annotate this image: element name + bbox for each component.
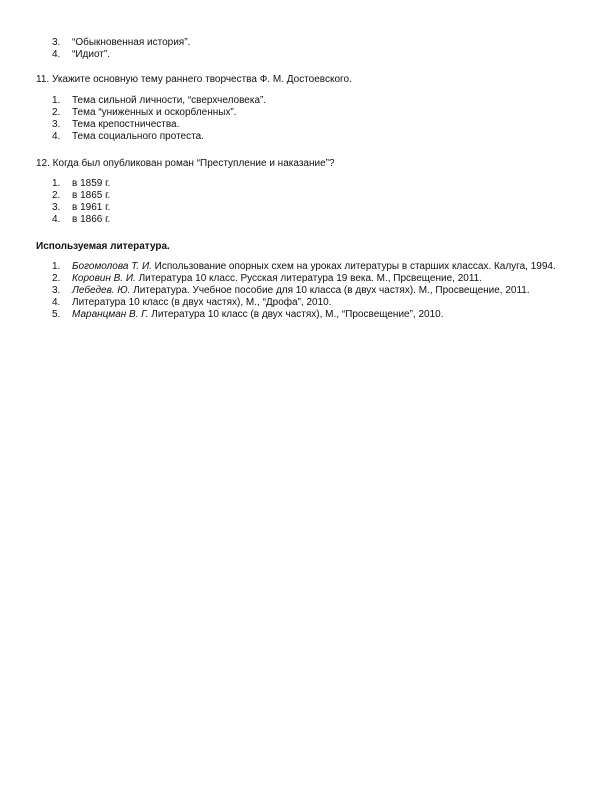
option-item: [36, 214, 576, 226]
option-number: 2.: [52, 190, 61, 201]
literature-item: [36, 297, 576, 309]
literature-item: [36, 309, 576, 321]
question-text: 12. Когда был опубликован роман “Преступление и наказание”?: [36, 158, 335, 169]
literature-number: 3.: [52, 285, 61, 296]
option-text: в 1865 г.: [72, 190, 111, 201]
option-item: [36, 202, 576, 214]
option-number: 1.: [52, 178, 61, 189]
option-number: 2.: [52, 107, 61, 118]
option-number: 3.: [52, 202, 61, 213]
option-item: [36, 190, 576, 202]
question-11-options-block: [36, 95, 576, 143]
question-text: 11. Укажите основную тему раннего творчества Ф. М. Достоевского.: [36, 74, 352, 85]
option-item: [36, 119, 576, 131]
option-text: Тема крепостничества.: [72, 119, 180, 130]
option-text: “Идиот”.: [72, 49, 110, 60]
question-11-options: [36, 95, 576, 143]
option-text: в 1859 г.: [72, 178, 111, 189]
literature-list-block: [36, 261, 576, 321]
option-item: [36, 107, 576, 119]
option-text: Тема социального протеста.: [72, 131, 204, 142]
literature-author: Богомолова Т. И.: [72, 261, 152, 272]
option-number: 3.: [52, 37, 61, 48]
literature-number: 5.: [52, 309, 61, 320]
option-item: [36, 49, 576, 61]
option-item: [36, 131, 576, 143]
option-text: в 1961 г.: [72, 202, 111, 213]
option-item: [36, 37, 576, 49]
option-item: [36, 178, 576, 190]
question-12-options-block: [36, 178, 576, 226]
option-number: 4.: [52, 131, 61, 142]
literature-item: [36, 261, 576, 273]
literature-number: 4.: [52, 297, 61, 308]
literature-text: Использование опорных схем на уроках литературы в старших классах. Калуга, 1994.: [151, 261, 556, 272]
option-number: 3.: [52, 119, 61, 130]
literature-section: [36, 240, 576, 253]
option-text: Тема сильной личности, “сверхчеловека”.: [72, 95, 267, 106]
option-text: “Обыкновенная история”.: [72, 37, 191, 48]
literature-author: Маранцман В. Г.: [72, 309, 149, 320]
literature-heading: Используемая литература.: [36, 241, 170, 252]
question-11: [36, 73, 576, 86]
option-number: 1.: [52, 95, 61, 106]
literature-author: Лебедев. Ю.: [72, 285, 131, 296]
literature-item: [36, 285, 576, 297]
literature-number: 1.: [52, 261, 61, 272]
option-number: 4.: [52, 214, 61, 225]
question-12-options: [36, 178, 576, 226]
literature-author: Коровин В. И.: [72, 273, 136, 284]
literature-text: Литература 10 класс (в двух частях), М., “Просвещение”, 2010.: [148, 309, 444, 320]
literature-number: 2.: [52, 273, 61, 284]
literature-text: Литература 10 класс. Русская литература 19 века. М., Прсвещение, 2011.: [135, 273, 482, 284]
literature-text: Литература 10 класс (в двух частях), М., “Дрофа”, 2010.: [72, 297, 332, 308]
option-number: 4.: [52, 49, 61, 60]
question-10-tail: [36, 37, 576, 61]
option-item: [36, 95, 576, 107]
option-text: Тема “униженных и оскорбленных”.: [72, 107, 237, 118]
question-10-options: [36, 37, 576, 61]
question-12: [36, 157, 576, 170]
literature-item: [36, 273, 576, 285]
literature-list: [36, 261, 576, 321]
option-text: в 1866 г.: [72, 214, 111, 225]
literature-text: Литература. Учебное пособие для 10 класса (в двух частях). М., Просвещение, 2011.: [130, 285, 530, 296]
